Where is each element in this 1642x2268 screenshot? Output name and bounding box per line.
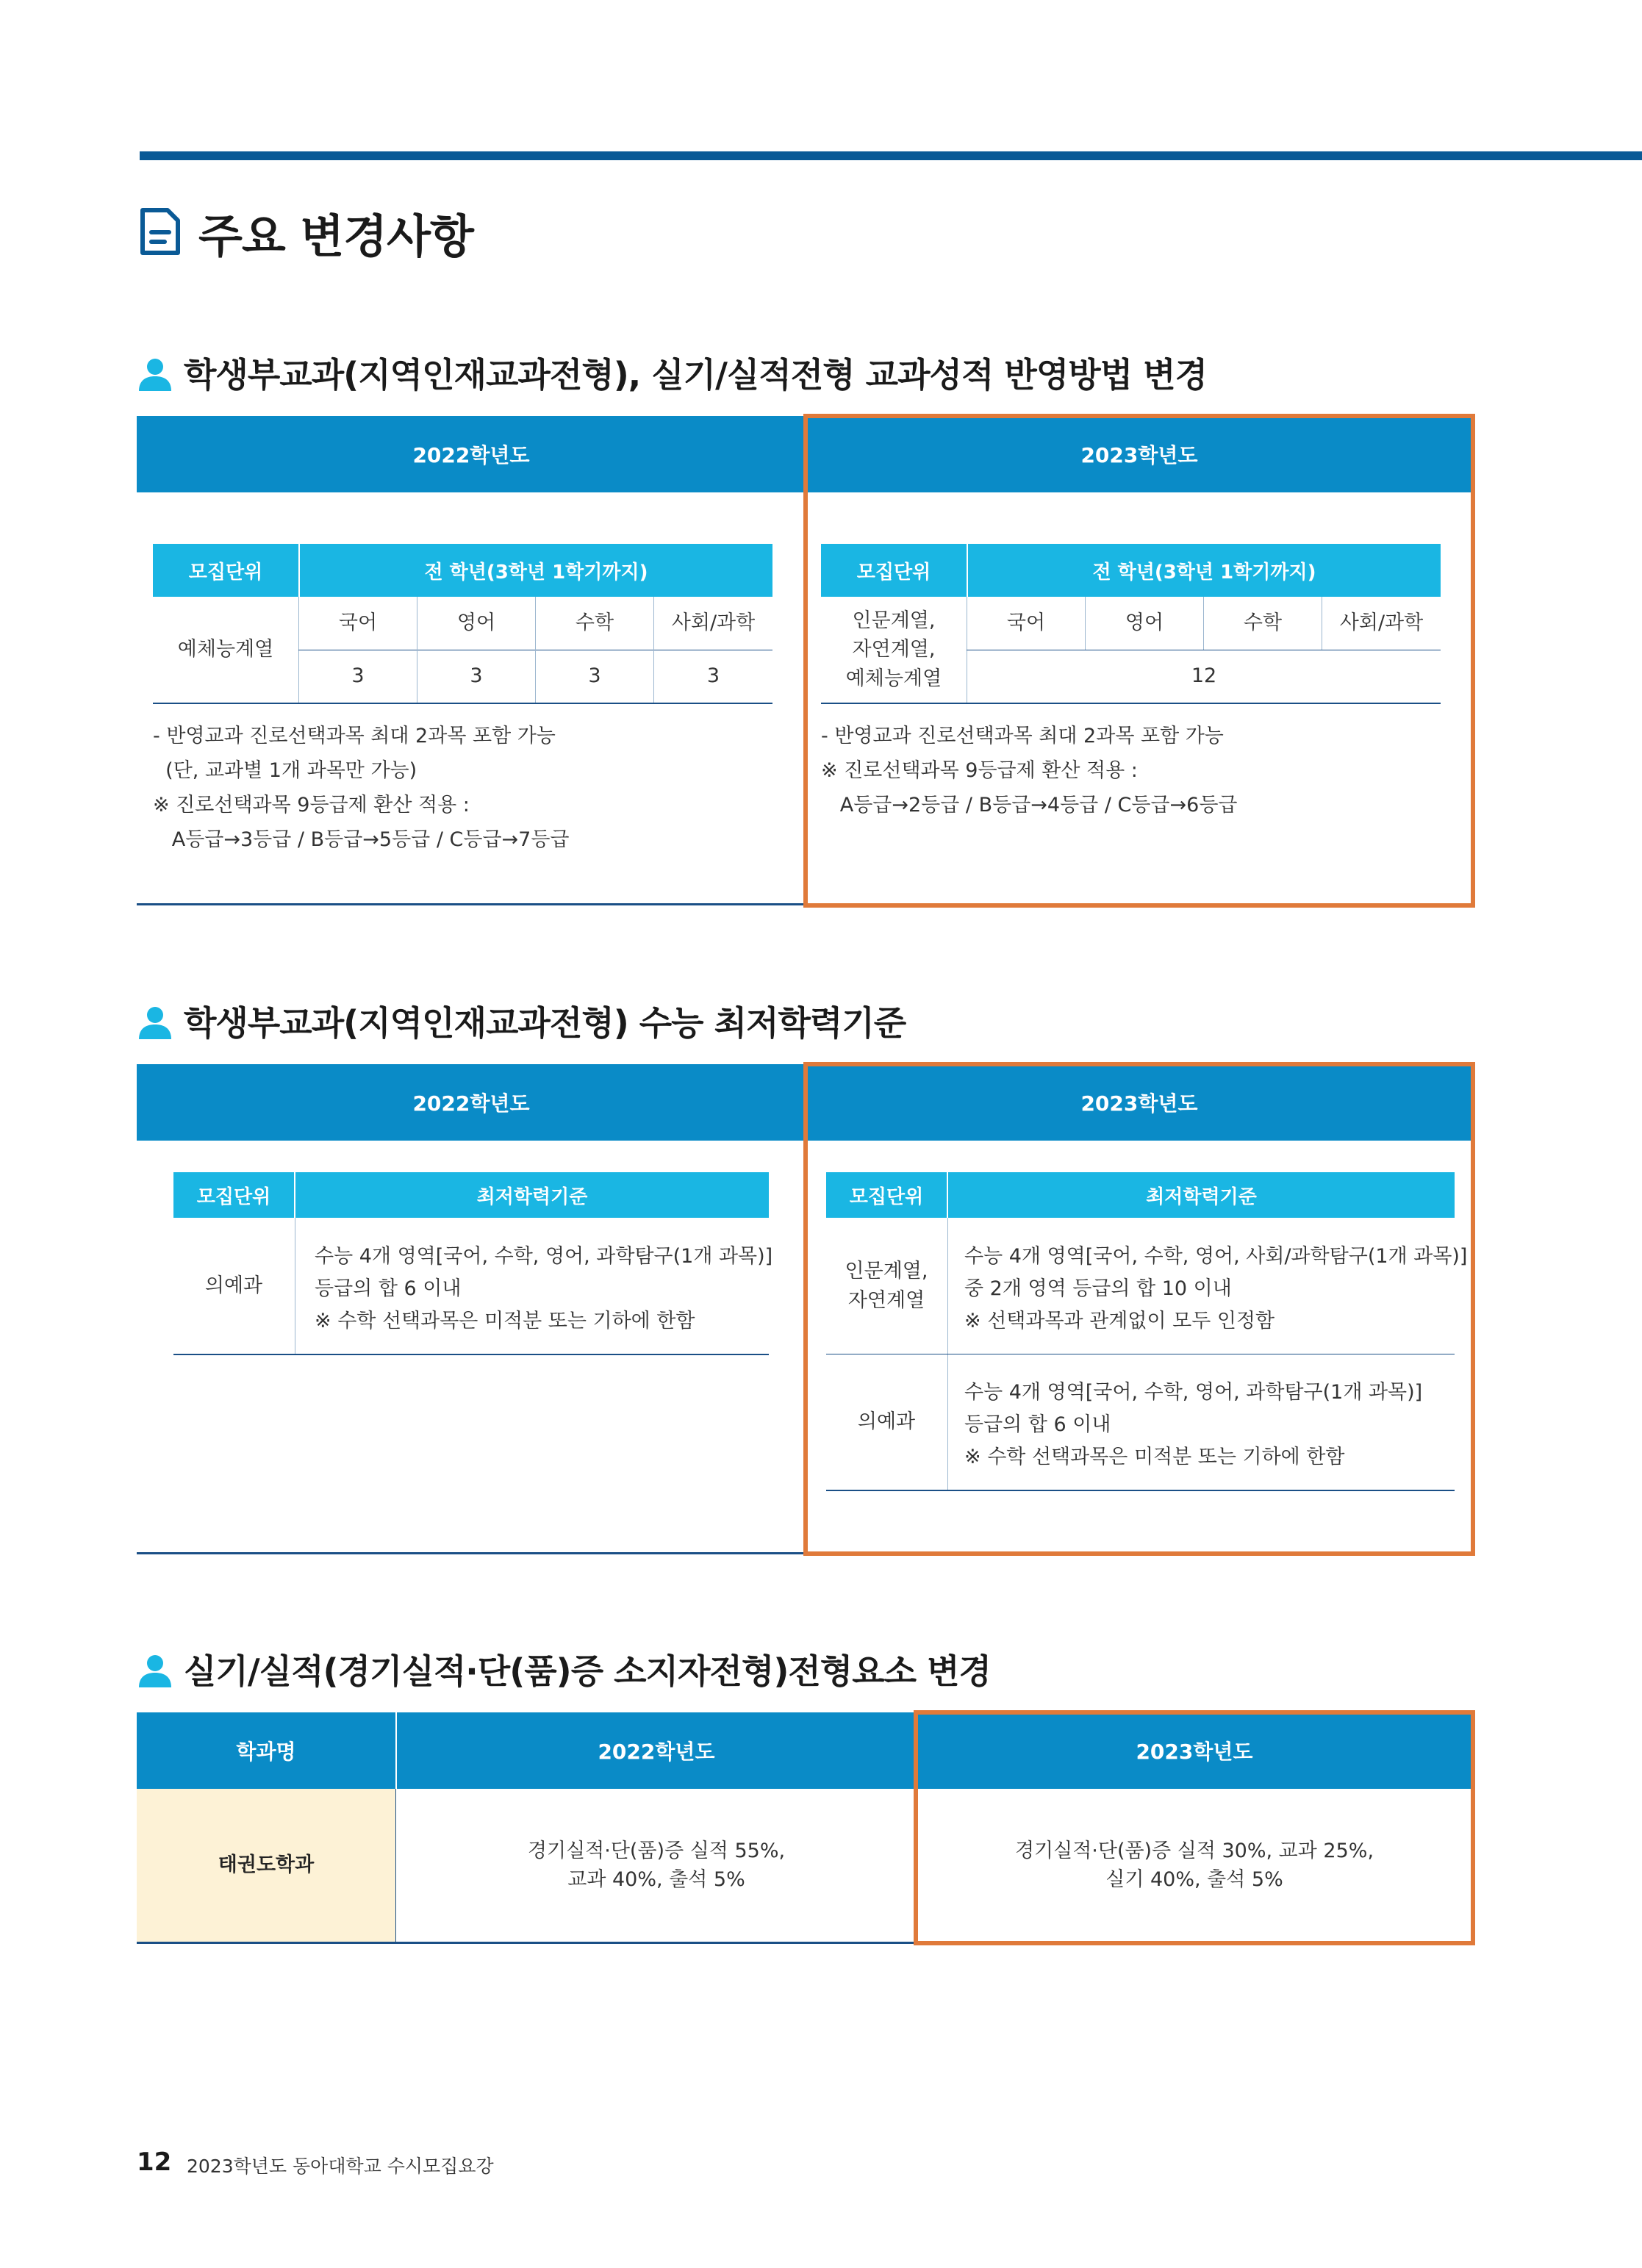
s1l-unit: 예체능계열	[177, 638, 274, 661]
s3-header-2022: 2022학년도	[397, 1712, 916, 1789]
s1l-range-header: 전 학년(3학년 1학기까지)	[300, 544, 772, 597]
section1-title: 학생부교과(지역인재교과전형), 실기/실적전형 교과성적 반영방법 변경	[184, 355, 1208, 395]
s1l-count: 3	[351, 664, 365, 688]
section1-right-year: 2023학년도	[806, 416, 1473, 492]
s1l-subject: 국어	[338, 611, 378, 635]
s1l-note: (단, 교과별 1개 과목만 가능)	[153, 759, 417, 782]
divider	[395, 1789, 396, 1942]
person-icon	[137, 356, 173, 392]
document-icon	[138, 206, 182, 257]
section3-highlight-box	[914, 1710, 1475, 1945]
page-number: 12	[137, 2147, 172, 2177]
top-rule	[140, 151, 1642, 160]
s1r-unit-line: 자연계열,	[852, 638, 936, 661]
section1-left-year: 2022학년도	[137, 416, 806, 492]
s1r-subject: 국어	[1006, 611, 1046, 635]
s1r-total: 12	[1191, 664, 1217, 688]
s3-2022-line: 경기실적·단(품)증 실적 55%,	[527, 1839, 786, 1862]
s2r-table-bottom	[826, 1490, 1455, 1491]
s2r-unit1-line: 인문계열,	[845, 1260, 928, 1283]
s2l-std-header: 최저학력기준	[295, 1172, 769, 1218]
s2l-table-bottom	[173, 1354, 769, 1355]
s1r-note: A등급→2등급 / B등급→4등급 / C등급→6등급	[821, 794, 1238, 817]
s2r-unit2: 의예과	[857, 1410, 916, 1434]
s1l-subject: 영어	[456, 611, 496, 635]
s1l-count: 3	[470, 664, 483, 688]
s2l-line: 수능 4개 영역[국어, 수학, 영어, 과학탐구(1개 과목)]	[315, 1245, 773, 1268]
section2-bottom-rule	[137, 1552, 806, 1554]
s2r-std-header: 최저학력기준	[948, 1172, 1455, 1218]
s1r-note: - 반영교과 진로선택과목 최대 2과목 포함 가능	[821, 725, 1224, 747]
section2-left-year: 2022학년도	[137, 1064, 806, 1141]
s1r-subject: 영어	[1125, 611, 1164, 635]
s1r-subject: 수학	[1243, 611, 1283, 635]
s1l-note: - 반영교과 진로선택과목 최대 2과목 포함 가능	[153, 725, 556, 747]
s3-dept: 태권도학과	[137, 1789, 395, 1942]
s1r-note: ※ 진로선택과목 9등급제 환산 적용 :	[821, 759, 1138, 782]
s3-header-2023: 2023학년도	[916, 1712, 1473, 1789]
s1r-unit	[821, 597, 967, 703]
s2r-unit1	[826, 1218, 947, 1354]
s1l-subject: 수학	[575, 611, 614, 635]
s3-2023-line: 경기실적·단(품)증 실적 30%, 교과 25%,	[1014, 1839, 1374, 1862]
s2r-line: ※ 수학 선택과목은 미적분 또는 기하에 한함	[964, 1446, 1345, 1468]
s1r-unit-line: 예체능계열	[845, 667, 942, 690]
s1r-range-header: 전 학년(3학년 1학기까지)	[968, 544, 1441, 597]
s2l-unit-header: 모집단위	[173, 1172, 294, 1218]
s2l-unit: 의예과	[204, 1274, 263, 1297]
s1l-note: ※ 진로선택과목 9등급제 환산 적용 :	[153, 794, 470, 817]
s3-2022-line: 교과 40%, 출석 5%	[567, 1868, 745, 1891]
section2-right-year: 2023학년도	[806, 1064, 1473, 1141]
s3-header-dept: 학과명	[137, 1712, 395, 1789]
section3-title: 실기/실적(경기실적·단(품)증 소지자전형)전형요소 변경	[184, 1651, 991, 1691]
s2r-line: ※ 선택과목과 관계없이 모두 인정함	[964, 1310, 1275, 1332]
s1r-unit-header: 모집단위	[821, 544, 967, 597]
person-icon	[137, 1004, 173, 1041]
s1l-note: A등급→3등급 / B등급→5등급 / C등급→7등급	[153, 828, 570, 851]
s2r-unit1-line: 자연계열	[847, 1288, 925, 1312]
s2r-unit-header: 모집단위	[826, 1172, 947, 1218]
s1l-count: 3	[706, 664, 720, 688]
s2r-line: 수능 4개 영역[국어, 수학, 영어, 과학탐구(1개 과목)]	[964, 1381, 1423, 1404]
s2l-line: 등급의 합 6 이내	[315, 1277, 462, 1300]
s1l-count: 3	[588, 664, 601, 688]
s1r-unit-line: 인문계열,	[852, 609, 936, 633]
section2-title: 학생부교과(지역인재교과전형) 수능 최저학력기준	[184, 1003, 906, 1043]
s2r-line: 등급의 합 6 이내	[964, 1413, 1111, 1436]
person-icon	[137, 1652, 173, 1689]
s1l-table-bottom	[153, 703, 772, 704]
s2l-line: ※ 수학 선택과목은 미적분 또는 기하에 한함	[315, 1310, 695, 1332]
section1-bottom-rule	[137, 903, 806, 905]
s2r-line: 중 2개 영역 등급의 합 10 이내	[964, 1277, 1232, 1300]
s1r-table-bottom	[821, 703, 1441, 704]
page-title: 주요 변경사항	[198, 209, 473, 263]
s1r-subject: 사회/과학	[1339, 611, 1424, 635]
s3-2022	[397, 1789, 916, 1942]
s2r-line: 수능 4개 영역[국어, 수학, 영어, 사회/과학탐구(1개 과목)]	[964, 1245, 1468, 1268]
s3-2023-line: 실기 40%, 출석 5%	[1105, 1868, 1283, 1891]
s1l-unit-header: 모집단위	[153, 544, 298, 597]
s1l-subject: 사회/과학	[671, 611, 756, 635]
footer-doc-name: 2023학년도 동아대학교 수시모집요강	[187, 2156, 494, 2177]
